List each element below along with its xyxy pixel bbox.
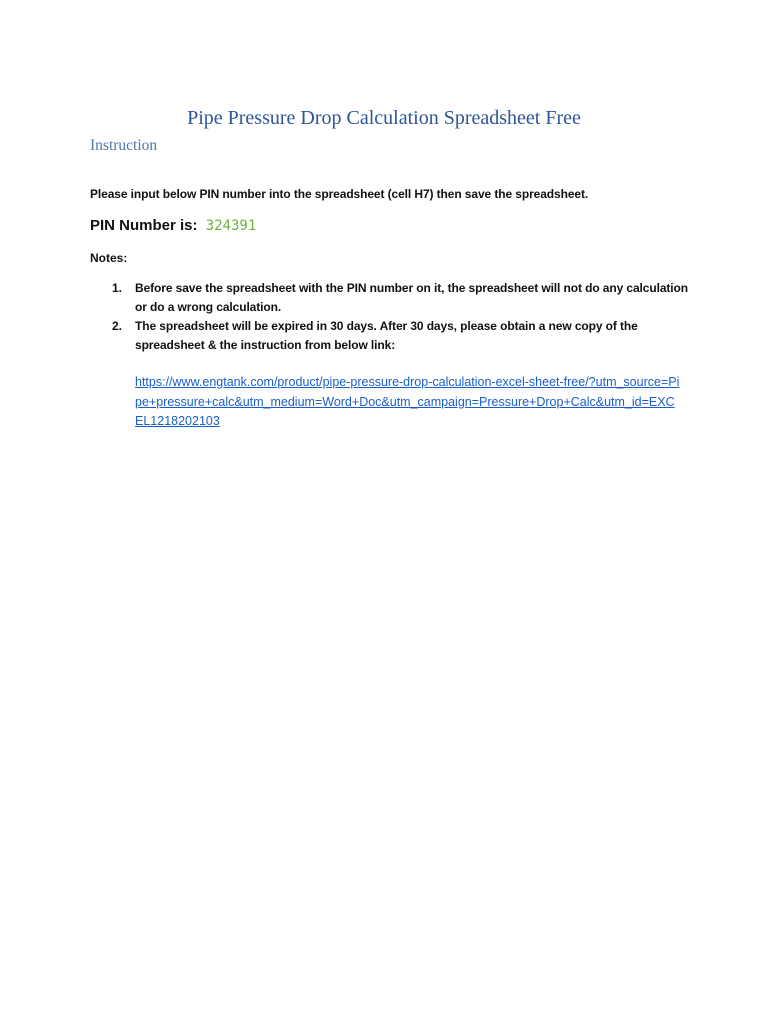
section-heading: Instruction: [90, 137, 158, 154]
pin-value: 324391: [205, 218, 257, 234]
list-item-number: 1.: [112, 281, 122, 295]
document-title: Pipe Pressure Drop Calculation Spreadsheet Free: [187, 107, 581, 129]
pin-line: [90, 217, 256, 234]
download-link[interactable]: https://www.engtank.com/product/pipe-pressure-drop-calculation-excel-sheet-free/?utm_source=Pipe+pressure+calc&utm_medium=Word+Doc&utm_campaign=Pressure+Drop+Calc&utm_id=EXCEL1218202103: [135, 375, 680, 428]
list-item: [90, 317, 690, 355]
notes-heading: Notes:: [90, 251, 128, 265]
pin-label: PIN Number is:: [90, 217, 198, 234]
list-item-text: Before save the spreadsheet with the PIN number on it, the spreadsheet will not do any calculation or do a wrong calculation.: [135, 281, 688, 314]
list-item-text: The spreadsheet will be expired in 30 days. After 30 days, please obtain a new copy of the spreadsheet & the instruction from below link:: [135, 319, 638, 352]
list-item: [90, 279, 690, 317]
list-item-number: 2.: [112, 319, 122, 333]
notes-list: [90, 279, 690, 355]
intro-text: Please input below PIN number into the spreadsheet (cell H7) then save the spreadsheet.: [90, 187, 589, 201]
